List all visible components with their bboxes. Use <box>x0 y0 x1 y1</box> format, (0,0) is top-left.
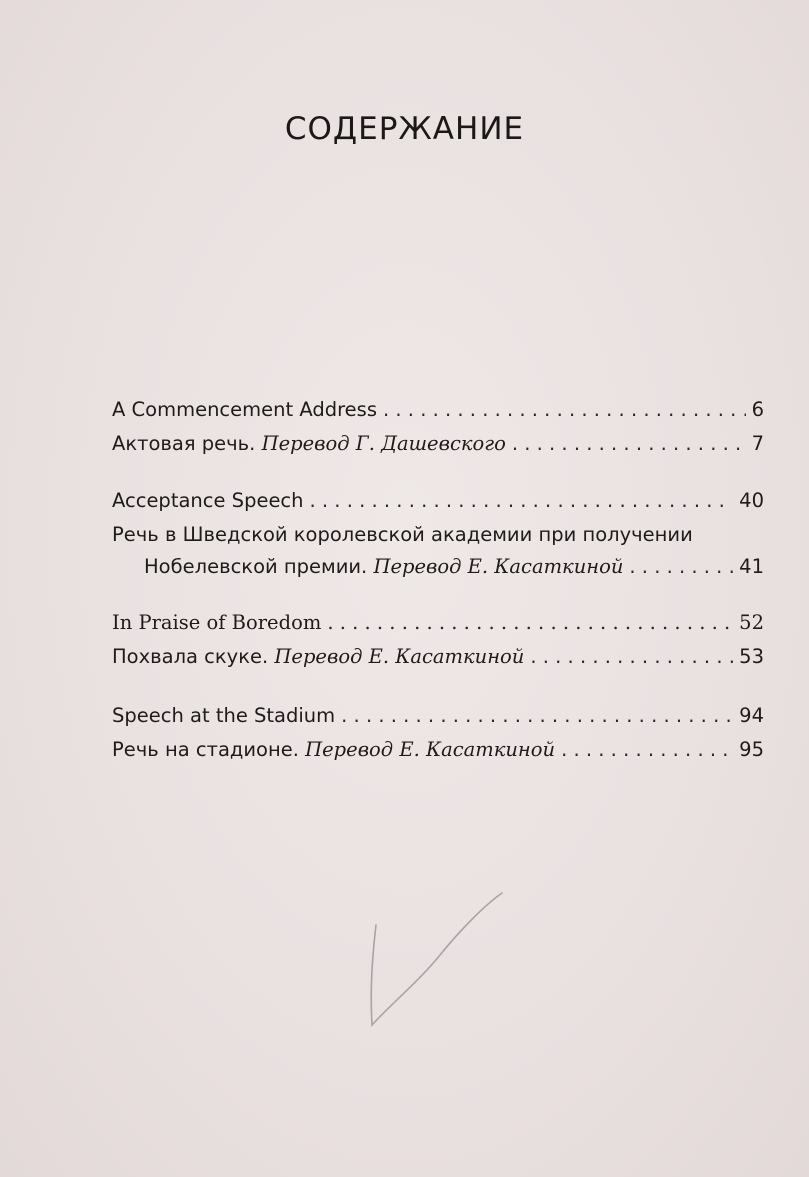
toc-entry-title: Похвала скуке. Перевод Е. Касаткиной <box>112 645 525 668</box>
toc-entry-title: Речь на стадионе. Перевод Е. Касаткиной <box>112 738 556 761</box>
toc-translator: Перевод Е. Касаткиной <box>274 645 525 668</box>
toc-translator: Перевод Г. Дашевского <box>261 432 506 455</box>
toc-translator: Перевод Е. Касаткиной <box>373 555 624 578</box>
toc-page-number: 7 <box>751 432 764 455</box>
toc-page-number: 52 <box>739 611 764 634</box>
toc-translator: Перевод Е. Касаткиной <box>305 738 556 761</box>
toc-page-number: 6 <box>751 398 764 421</box>
toc-entry-title: Нобелевской премии. Перевод Е. Касаткиной <box>144 555 624 578</box>
toc-page-number: 40 <box>739 489 764 512</box>
toc-entry-title-line1: Речь в Шведской королевской академии при получении <box>112 523 693 546</box>
toc-entry-title: Speech at the Stadium <box>112 704 336 727</box>
toc-page-number: 94 <box>739 704 764 727</box>
toc-entry-title: Актовая речь. Перевод Г. Дашевского <box>112 432 506 455</box>
toc-page-number: 53 <box>739 645 764 668</box>
page-title: СОДЕРЖАНИЕ <box>284 111 525 147</box>
toc-page-number: 95 <box>739 738 764 761</box>
toc-page-number: 41 <box>739 555 764 578</box>
toc-entry-title: Acceptance Speech <box>112 489 304 512</box>
toc-entry-title: A Commencement Address <box>112 398 378 421</box>
toc-entry-title: In Praise of Boredom <box>112 611 322 634</box>
